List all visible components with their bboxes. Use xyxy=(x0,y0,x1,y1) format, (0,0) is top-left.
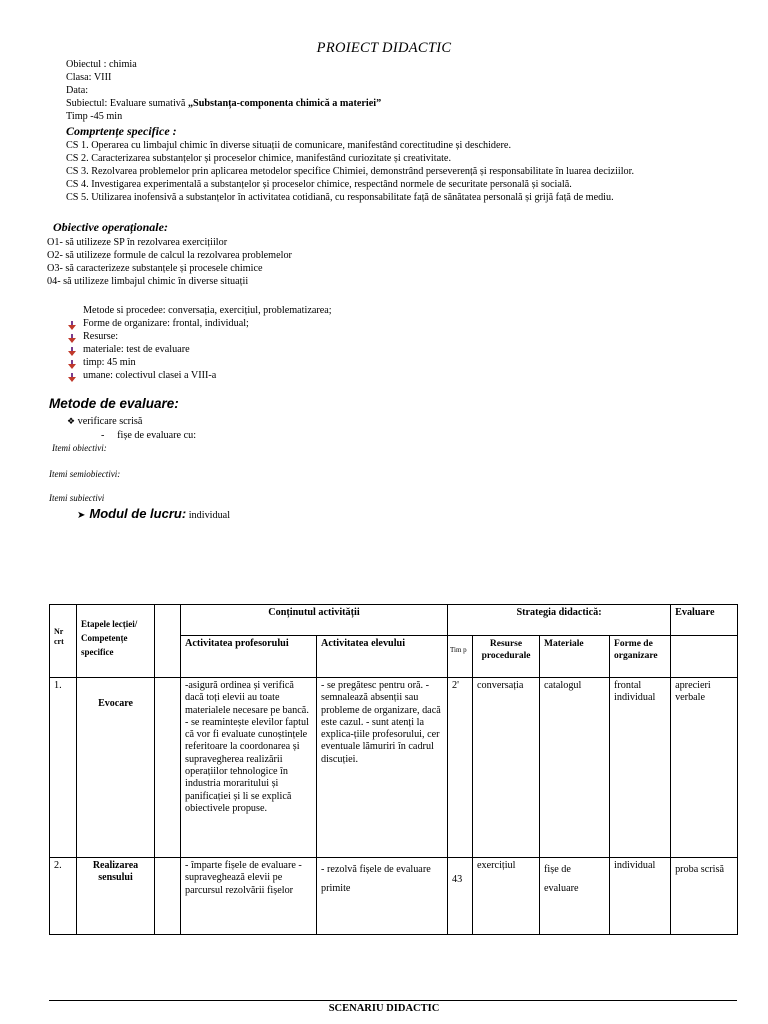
competente-heading: Comprtențe specifice : xyxy=(66,124,177,138)
row-etapa: Evocare xyxy=(77,678,155,858)
obiectiv-item: O3- să caracterizeze substanțele și procesele chimice xyxy=(47,263,263,274)
row-empty xyxy=(155,858,181,935)
competenta-item: CS 5. Utilizarea inofensivă a substanțelor în activitatea cotidiană, cu responsabilitate față de sănătatea personală și grijă față de mediu. xyxy=(66,192,614,203)
metode-line: Metode si procedee: conversația, exercițiul, problematizarea; xyxy=(83,305,332,316)
table-row xyxy=(50,678,738,858)
info-data: Data: xyxy=(66,85,89,96)
metode-bullet: umane: colectivul clasei a VIII-a xyxy=(83,370,217,381)
arrow-down-bullet-icon xyxy=(68,346,76,356)
itemi-subiectivi: Itemi subiectivi xyxy=(49,493,105,503)
row-forme: individual xyxy=(610,858,671,935)
header-evaluare-empty xyxy=(671,636,738,678)
row-timp: 2' xyxy=(448,678,473,858)
table-header-row xyxy=(50,605,738,636)
table-row xyxy=(50,858,738,935)
metode-bullet: Forme de organizare: frontal, individual; xyxy=(83,318,249,329)
diamond-bullet-icon: ❖ xyxy=(67,417,76,427)
header-forme: Forme de organizare xyxy=(610,636,671,678)
dash-bullet-icon: - xyxy=(101,430,105,441)
row-resurse: conversația xyxy=(473,678,540,858)
competenta-item: CS 1. Operarea cu limbajul chimic în diverse situații de comunicare, manifestând corectitudine și deschidere. xyxy=(66,140,511,151)
metode-bullet: timp: 45 min xyxy=(83,357,136,368)
header-resurse: Resurse procedurale xyxy=(473,636,540,678)
header-empty xyxy=(155,605,181,678)
page-title: PROIECT DIDACTIC xyxy=(316,40,452,56)
fise-item xyxy=(101,430,196,442)
verificare-text: verificare scrisă xyxy=(77,416,143,427)
divider xyxy=(49,1000,737,1001)
metode-bullet: Resurse: xyxy=(83,331,119,342)
row-materiale: catalogul xyxy=(540,678,610,858)
modul-lucru xyxy=(77,505,230,523)
row-forme: frontal individual xyxy=(610,678,671,858)
row-resurse: exercițiul xyxy=(473,858,540,935)
obiectiv-item: O2- să utilizeze formule de calcul la rezolvarea problemelor xyxy=(47,250,292,261)
itemi-obiectivi: Itemi obiectivi: xyxy=(52,443,107,453)
info-timp: Timp -45 min xyxy=(66,111,123,122)
verificare-item xyxy=(67,416,142,428)
arrowhead-bullet-icon: ➤ xyxy=(77,510,86,521)
info-obiectul: Obiectul : chimia xyxy=(66,59,137,70)
row-evaluare: proba scrisă xyxy=(671,858,738,935)
row-nr: 1. xyxy=(50,678,77,858)
competenta-item: CS 4. Investigarea experimentală a substanțelor și proceselor chimice, respectând normele de securitate personală și socială. xyxy=(66,179,572,190)
modul-value: individual xyxy=(186,510,231,521)
subiectul-title: „Substanța-componenta chimică a materiei” xyxy=(187,98,382,109)
info-clasa: Clasa: VIII xyxy=(66,72,112,83)
header-materiale: Materiale xyxy=(540,636,610,678)
header-timp: Tim p xyxy=(448,636,473,678)
header-nr: Nr crt xyxy=(50,605,77,678)
info-subiectul xyxy=(66,98,381,110)
header-evaluare: Evaluare xyxy=(671,605,738,636)
row-materiale: fișe de evaluare xyxy=(540,858,610,935)
row-etapa: Realizarea sensului xyxy=(77,858,155,935)
header-etapele: Etapele lecției/ Competențe specifice xyxy=(77,605,155,678)
arrow-down-bullet-icon xyxy=(68,359,76,369)
fise-text: fișe de evaluare cu: xyxy=(117,430,197,441)
header-prof: Activitatea profesorului xyxy=(181,636,317,678)
header-continut: Conținutul activității xyxy=(181,605,448,636)
header-strategia: Strategia didactică: xyxy=(448,605,671,636)
row-empty xyxy=(155,678,181,858)
row-nr: 2. xyxy=(50,858,77,935)
subiectul-prefix: Subiectul: Evaluare sumativă xyxy=(66,98,188,109)
row-timp: 43 xyxy=(448,858,473,935)
obiective-heading: Obiective operaționale: xyxy=(53,220,168,234)
lesson-plan-table xyxy=(49,604,738,935)
row-elev: - rezolvă fișele de evaluare primite xyxy=(317,858,448,935)
row-elev: - se pregătesc pentru oră. -semnalează absenții sau probleme de organizare, dacă este cazul. - sunt atenți la explica-țiile profesorului, cer eventuale lămuriri în cadrul discuției. xyxy=(317,678,448,858)
arrow-down-bullet-icon xyxy=(68,333,76,343)
metode-bullet: materiale: test de evaluare xyxy=(83,344,190,355)
header-elev: Activitatea elevului xyxy=(317,636,448,678)
arrow-down-bullet-icon xyxy=(68,320,76,330)
arrow-down-bullet-icon xyxy=(68,372,76,382)
modul-label: Modul de lucru: xyxy=(89,506,187,521)
itemi-semiobiectivi: Itemi semiobiectivi: xyxy=(49,469,121,479)
row-prof: - împarte fișele de evaluare - supraveghează elevii pe parcursul rezolvării fișelor xyxy=(181,858,317,935)
row-prof: -asigură ordinea și verifică dacă toți elevii au toate materialele necesare pe bancă. - se reamintește elevilor faptul că vor fi evaluate cunoștințele referitoare la coordonarea și supravegherea realizării operațiilor tehnologice în industria moraritului și panificației și li se explică obiectivele propuse. xyxy=(181,678,317,858)
row-evaluare: aprecieri verbale xyxy=(671,678,738,858)
footer-title: SCENARIU DIDACTIC xyxy=(328,1003,440,1014)
competenta-item: CS 2. Caracterizarea substanțelor și proceselor chimice, manifestând curiozitate și creativitate. xyxy=(66,153,451,164)
obiectiv-item: 04- să utilizeze limbajul chimic în diverse situații xyxy=(47,276,249,287)
evaluare-heading: Metode de evaluare: xyxy=(49,396,179,411)
competenta-item: CS 3. Rezolvarea problemelor prin aplicarea metodelor specifice Chimiei, demonstrând perseverență și responsabilitate în luarea deciziilor. xyxy=(66,166,635,177)
obiectiv-item: O1- să utilizeze SP în rezolvarea exercițiilor xyxy=(47,237,228,248)
